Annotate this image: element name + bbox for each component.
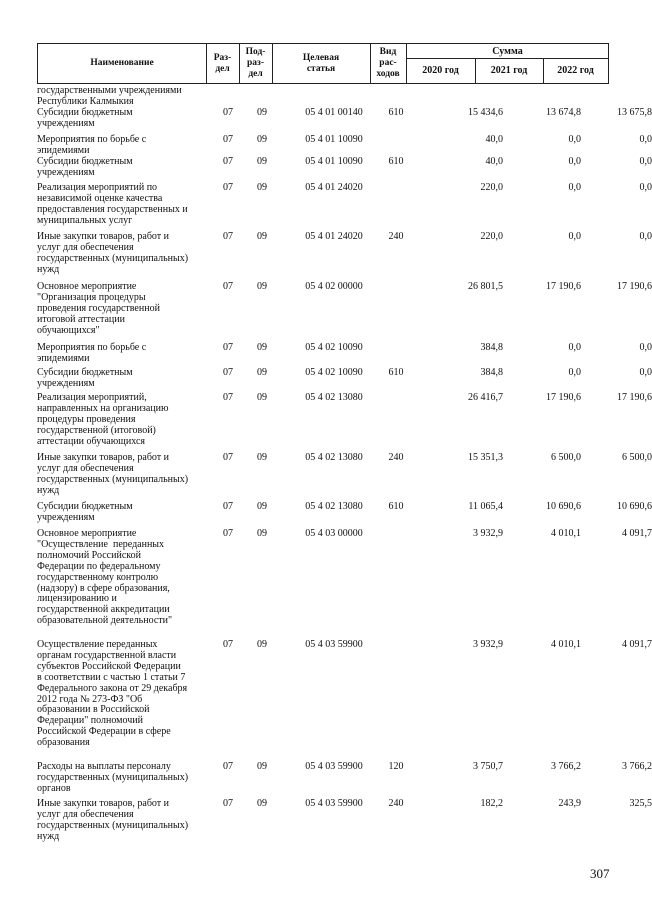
row-vid: 610 (388, 501, 404, 512)
row-vid: 120 (388, 761, 404, 772)
row-podrazdel: 09 (257, 639, 267, 650)
row-sum-2022: 10 690,6 (617, 501, 652, 512)
row-sum-2021: 0,0 (568, 182, 581, 193)
header-razdel: Раз- дел (206, 44, 240, 83)
row-razdel: 07 (223, 367, 233, 378)
row-podrazdel: 09 (257, 367, 267, 378)
row-podrazdel: 09 (257, 134, 267, 145)
header-vid: Вид рас- ходов (370, 44, 407, 83)
row-razdel: 07 (223, 639, 233, 650)
row-tselevaya: 05 4 01 10090 (305, 134, 363, 145)
row-sum-2022: 4 091,7 (622, 639, 652, 650)
row-sum-2022: 3 766,2 (622, 761, 652, 772)
header-2021: 2021 год (475, 58, 544, 83)
row-podrazdel: 09 (257, 798, 267, 809)
row-sum-2021: 17 190,6 (546, 392, 581, 403)
row-podrazdel: 09 (257, 231, 267, 242)
row-sum-2022: 0,0 (639, 156, 652, 167)
row-sum-2021: 3 766,2 (551, 761, 581, 772)
row-sum-2020: 40,0 (485, 156, 503, 167)
row-sum-2020: 182,2 (480, 798, 503, 809)
row-sum-2020: 384,8 (480, 367, 503, 378)
row-sum-2022: 4 091,7 (622, 528, 652, 539)
row-tselevaya: 05 4 02 13080 (305, 392, 363, 403)
row-sum-2021: 4 010,1 (551, 639, 581, 650)
row-razdel: 07 (223, 134, 233, 145)
row-podrazdel: 09 (257, 452, 267, 463)
row-sum-2022: 17 190,6 (617, 392, 652, 403)
row-tselevaya: 05 4 03 59900 (305, 639, 363, 650)
row-name: Субсидии бюджетным учреждениям (37, 107, 133, 129)
row-vid: 240 (388, 798, 404, 809)
row-sum-2020: 15 434,6 (468, 107, 503, 118)
row-sum-2022: 13 675,8 (617, 107, 652, 118)
header-2020: 2020 год (406, 58, 476, 83)
header-tselevaya: Целевая статья (272, 44, 371, 83)
row-name: Субсидии бюджетным учреждениям (37, 156, 133, 178)
row-tselevaya: 05 4 01 00140 (305, 107, 363, 118)
row-razdel: 07 (223, 761, 233, 772)
row-sum-2021: 0,0 (568, 134, 581, 145)
row-tselevaya: 05 4 02 13080 (305, 452, 363, 463)
row-sum-2021: 13 674,8 (546, 107, 581, 118)
row-sum-2020: 220,0 (480, 182, 503, 193)
row-vid: 240 (388, 452, 404, 463)
row-tselevaya: 05 4 01 24020 (305, 231, 363, 242)
row-razdel: 07 (223, 281, 233, 292)
row-vid: 240 (388, 231, 404, 242)
row-podrazdel: 09 (257, 392, 267, 403)
row-name: Субсидии бюджетным учреждениям (37, 367, 133, 389)
row-tselevaya: 05 4 02 10090 (305, 342, 363, 353)
header-podrazdel: Под- раз- дел (239, 44, 273, 83)
page-number: 307 (590, 866, 610, 881)
row-sum-2020: 220,0 (480, 231, 503, 242)
row-sum-2020: 26 801,5 (468, 281, 503, 292)
row-name: Иные закупки товаров, работ и услуг для обеспечения государственных (муниципальных) нужд (37, 798, 189, 842)
row-tselevaya: 05 4 02 10090 (305, 367, 363, 378)
row-name: Мероприятия по борьбе с эпидемиями (37, 342, 147, 364)
row-name: Основное мероприятие "Осуществление переданных полномочий Российской Федерации по федеральному государственному контролю (надзору) в сфере образования, лицензированию и государственной аккредитации образовательной деятельности" (37, 528, 173, 627)
row-podrazdel: 09 (257, 528, 267, 539)
row-sum-2021: 17 190,6 (546, 281, 581, 292)
row-sum-2022: 0,0 (639, 182, 652, 193)
header-name: Наименование (38, 44, 207, 83)
row-vid: 610 (388, 367, 404, 378)
row-tselevaya: 05 4 01 10090 (305, 156, 363, 167)
row-name: Мероприятия по борьбе с эпидемиями (37, 134, 147, 156)
row-podrazdel: 09 (257, 182, 267, 193)
row-name: Иные закупки товаров, работ и услуг для обеспечения государственных (муниципальных) нужд (37, 452, 189, 496)
row-sum-2020: 11 065,4 (468, 501, 503, 512)
row-sum-2020: 26 416,7 (468, 392, 503, 403)
row-sum-2022: 0,0 (639, 231, 652, 242)
row-sum-2022: 0,0 (639, 342, 652, 353)
row-name: Реализация мероприятий по независимой оценке качества предоставления государственных и муниципальных услуг (37, 182, 188, 226)
row-name: Реализация мероприятий, направленных на организацию процедуры проведения государственной (итоговой) аттестации обучающихся (37, 392, 169, 447)
row-podrazdel: 09 (257, 281, 267, 292)
row-sum-2020: 40,0 (485, 134, 503, 145)
row-sum-2021: 6 500,0 (551, 452, 581, 463)
header-2022: 2022 год (557, 65, 594, 76)
row-sum-2020: 15 351,3 (468, 452, 503, 463)
row-tselevaya: 05 4 03 00000 (305, 528, 363, 539)
row-podrazdel: 09 (257, 156, 267, 167)
row-sum-2022: 0,0 (639, 367, 652, 378)
row-name: государственными учреждениями Республики Калмыкия (37, 85, 182, 107)
row-sum-2021: 0,0 (568, 367, 581, 378)
row-sum-2022: 17 190,6 (617, 281, 652, 292)
row-sum-2020: 3 932,9 (473, 639, 503, 650)
row-podrazdel: 09 (257, 501, 267, 512)
row-razdel: 07 (223, 501, 233, 512)
row-vid: 610 (388, 107, 404, 118)
row-sum-2021: 0,0 (568, 342, 581, 353)
row-name: Основное мероприятие "Организация процедуры проведения государственной итоговой аттестации обучающихся" (37, 281, 160, 336)
row-sum-2022: 0,0 (639, 134, 652, 145)
row-sum-2022: 325,5 (629, 798, 652, 809)
row-name: Иные закупки товаров, работ и услуг для обеспечения государственных (муниципальных) нужд (37, 231, 189, 275)
row-podrazdel: 09 (257, 107, 267, 118)
row-sum-2021: 0,0 (568, 231, 581, 242)
row-name: Расходы на выплаты персоналу государственных (муниципальных) органов (37, 761, 189, 794)
row-name: Осуществление переданных органам государственной власти субъектов Российской Федерации в соответствии с частью 1 статьи 7 Федерального закона от 29 декабря 2012 года № 273-ФЗ "Об образовании в Российской Федерации" полномочий Российской Федерации в сфере образования (37, 639, 188, 749)
row-sum-2022: 6 500,0 (622, 452, 652, 463)
row-sum-2020: 3 750,7 (473, 761, 503, 772)
row-razdel: 07 (223, 156, 233, 167)
header-summa: Сумма (406, 44, 609, 59)
row-razdel: 07 (223, 392, 233, 403)
row-tselevaya: 05 4 03 59900 (305, 761, 363, 772)
row-podrazdel: 09 (257, 342, 267, 353)
row-razdel: 07 (223, 342, 233, 353)
row-razdel: 07 (223, 452, 233, 463)
row-razdel: 07 (223, 182, 233, 193)
row-sum-2021: 243,9 (558, 798, 581, 809)
row-tselevaya: 05 4 01 24020 (305, 182, 363, 193)
row-podrazdel: 09 (257, 761, 267, 772)
row-tselevaya: 05 4 02 13080 (305, 501, 363, 512)
row-razdel: 07 (223, 528, 233, 539)
row-tselevaya: 05 4 02 00000 (305, 281, 363, 292)
row-vid: 610 (388, 156, 404, 167)
row-sum-2020: 3 932,9 (473, 528, 503, 539)
row-name: Субсидии бюджетным учреждениям (37, 501, 133, 523)
row-sum-2021: 0,0 (568, 156, 581, 167)
row-razdel: 07 (223, 798, 233, 809)
row-razdel: 07 (223, 231, 233, 242)
table-header (37, 43, 609, 84)
row-sum-2021: 10 690,6 (546, 501, 581, 512)
row-sum-2020: 384,8 (480, 342, 503, 353)
row-sum-2021: 4 010,1 (551, 528, 581, 539)
row-tselevaya: 05 4 03 59900 (305, 798, 363, 809)
row-razdel: 07 (223, 107, 233, 118)
